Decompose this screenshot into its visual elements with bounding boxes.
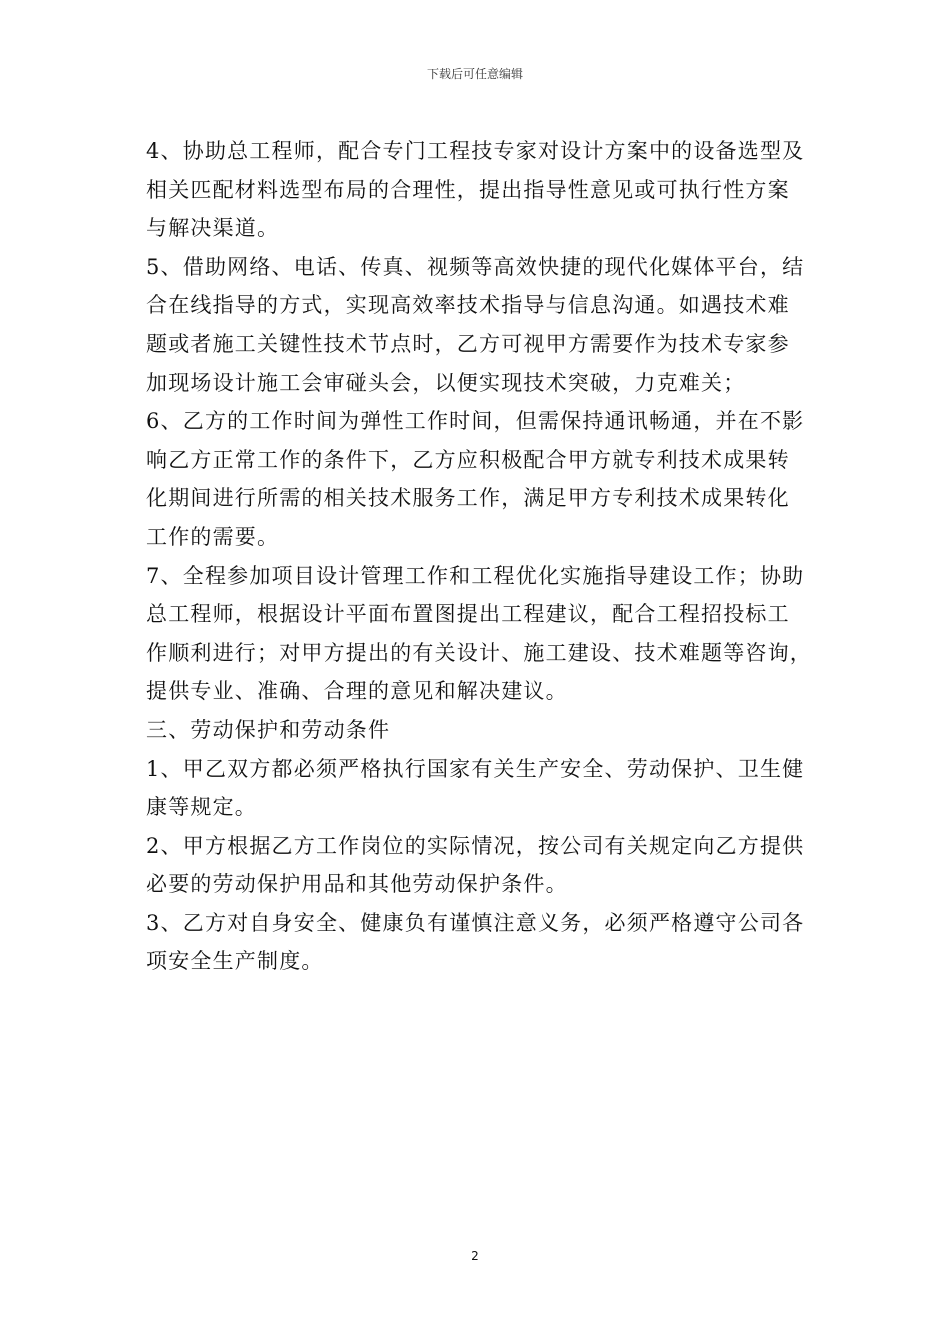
text-line: 3、乙方对自身安全、健康负有谨慎注意义务，必须严格遵守公司各 [146, 910, 805, 935]
text-line: 题或者施工关键性技术节点时，乙方可视甲方需要作为技术专家参 [146, 331, 790, 356]
paragraph-item-1 [146, 750, 816, 827]
text-line: 加现场设计施工会审碰头会，以便实现技术突破，力克难关； [146, 370, 746, 395]
text-line: 项安全生产制度。 [146, 949, 324, 974]
page-number: 2 [471, 1249, 479, 1263]
paragraph-clause-5 [146, 248, 816, 402]
text-line: 作顺利进行；对甲方提出的有关设计、施工建设、技术难题等咨询， [146, 640, 812, 665]
text-line: 响乙方正常工作的条件下，乙方应积极配合甲方就专利技术成果转 [146, 447, 790, 472]
text-line: 6、乙方的工作时间为弹性工作时间，但需保持通讯畅通，并在不影 [146, 409, 805, 434]
text-line: 总工程师，根据设计平面布置图提出工程建议，配合工程招投标工 [146, 602, 790, 627]
text-line: 必要的劳动保护用品和其他劳动保护条件。 [146, 872, 568, 897]
page-header: 下载后可任意编辑 [426, 67, 523, 81]
paragraph-clause-6 [146, 402, 816, 556]
text-line: 工作的需要。 [146, 524, 280, 549]
text-line: 1、甲乙双方都必须严格执行国家有关生产安全、劳动保护、卫生健 [146, 756, 805, 781]
paragraph-clause-4 [146, 132, 816, 248]
text-line: 合在线指导的方式，实现高效率技术指导与信息沟通。如遇技术难 [146, 293, 790, 318]
text-line: 康等规定。 [146, 795, 257, 820]
text-line: 三、劳动保护和劳动条件 [146, 717, 391, 742]
document-body [146, 132, 816, 981]
text-line: 化期间进行所需的相关技术服务工作，满足甲方专利技术成果转化 [146, 486, 790, 511]
text-line: 2、甲方根据乙方工作岗位的实际情况，按公司有关规定向乙方提供 [146, 833, 805, 858]
text-line: 与解决渠道。 [146, 216, 280, 241]
section-heading-labor-protection [146, 711, 816, 750]
text-line: 5、借助网络、电话、传真、视频等高效快捷的现代化媒体平台，结 [146, 254, 805, 279]
text-line: 相关匹配材料选型布局的合理性，提出指导性意见或可执行性方案 [146, 177, 790, 202]
text-line: 4、协助总工程师，配合专门工程技专家对设计方案中的设备选型及 [146, 139, 805, 163]
text-line: 7、全程参加项目设计管理工作和工程优化实施指导建设工作；协助 [146, 563, 805, 588]
paragraph-clause-7 [146, 557, 816, 711]
paragraph-item-2 [146, 827, 816, 904]
paragraph-item-3 [146, 904, 816, 981]
text-line: 提供专业、准确、合理的意见和解决建议。 [146, 679, 568, 704]
